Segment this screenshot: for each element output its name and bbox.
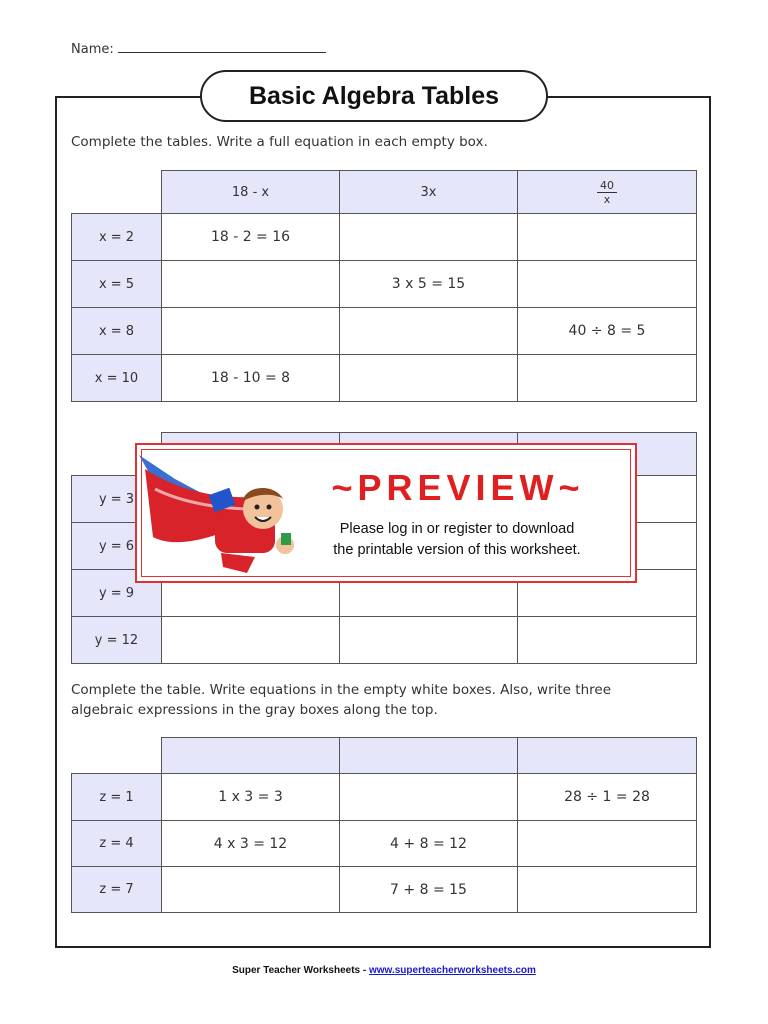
worksheet-title: Basic Algebra Tables	[200, 70, 548, 122]
preview-banner[interactable]	[135, 443, 637, 583]
fraction-numerator: 40	[597, 179, 617, 193]
superhero-mascot-icon	[135, 449, 305, 589]
answer-cell: 4 + 8 = 12	[340, 821, 518, 867]
answer-cell	[340, 355, 518, 402]
answer-cell	[162, 308, 340, 355]
preview-message-line2: the printable version of this worksheet.	[333, 542, 581, 558]
expression-header-cell	[518, 738, 697, 774]
answer-cell	[518, 617, 697, 664]
answer-cell: 18 - 2 = 16	[162, 214, 340, 261]
answer-cell	[162, 261, 340, 308]
header-cell: 3x	[340, 171, 518, 214]
corner	[72, 171, 162, 214]
preview-title: ~PREVIEW~	[331, 467, 585, 508]
row-label: z = 1	[72, 774, 162, 821]
instructions-part1: Complete the tables. Write a full equation in each empty box.	[71, 134, 488, 150]
row-label: x = 8	[72, 308, 162, 355]
fraction	[597, 179, 617, 206]
answer-cell: 40 ÷ 8 = 5	[518, 308, 697, 355]
answer-cell	[162, 867, 340, 913]
header-cell-fraction	[518, 171, 697, 214]
answer-cell: 3 x 5 = 15	[340, 261, 518, 308]
name-blank	[118, 40, 326, 53]
answer-cell	[518, 867, 697, 913]
instructions-part2-line2: algebraic expressions in the gray boxes along the top.	[71, 702, 438, 718]
corner	[72, 738, 162, 774]
row-label: x = 5	[72, 261, 162, 308]
instructions-part2	[71, 680, 611, 720]
row-label: x = 2	[72, 214, 162, 261]
footer	[0, 965, 768, 976]
answer-cell	[518, 821, 697, 867]
answer-cell	[340, 214, 518, 261]
expression-header-cell	[162, 738, 340, 774]
footer-brand: Super Teacher Worksheets	[232, 965, 361, 976]
row-label: y = 9	[72, 570, 162, 617]
answer-cell: 4 x 3 = 12	[162, 821, 340, 867]
row-label: z = 7	[72, 867, 162, 913]
answer-cell	[340, 774, 518, 821]
instructions-part2-line1: Complete the table. Write equations in the empty white boxes. Also, write three	[71, 682, 611, 698]
answer-cell	[340, 308, 518, 355]
name-label: Name:	[71, 42, 114, 57]
row-label: z = 4	[72, 821, 162, 867]
answer-cell	[518, 214, 697, 261]
fraction-denominator: x	[603, 193, 611, 206]
row-label: y = 3	[72, 476, 162, 523]
expression-header-cell	[340, 738, 518, 774]
footer-separator: -	[360, 965, 369, 976]
table-x	[71, 170, 697, 402]
row-label: x = 10	[72, 355, 162, 402]
answer-cell: 1 x 3 = 3	[162, 774, 340, 821]
header-cell: 18 - x	[162, 171, 340, 214]
footer-link[interactable]: www.superteacherworksheets.com	[368, 965, 536, 976]
answer-cell	[162, 617, 340, 664]
answer-cell	[340, 617, 518, 664]
answer-cell	[518, 261, 697, 308]
name-field-line	[71, 40, 326, 57]
row-label: y = 6	[72, 523, 162, 570]
row-label: y = 12	[72, 617, 162, 664]
preview-message-line1: Please log in or register to download	[339, 521, 575, 537]
table-z	[71, 737, 697, 913]
answer-cell	[518, 355, 697, 402]
answer-cell: 7 + 8 = 15	[340, 867, 518, 913]
answer-cell: 28 ÷ 1 = 28	[518, 774, 697, 821]
answer-cell: 18 - 10 = 8	[162, 355, 340, 402]
preview-message	[307, 519, 607, 561]
